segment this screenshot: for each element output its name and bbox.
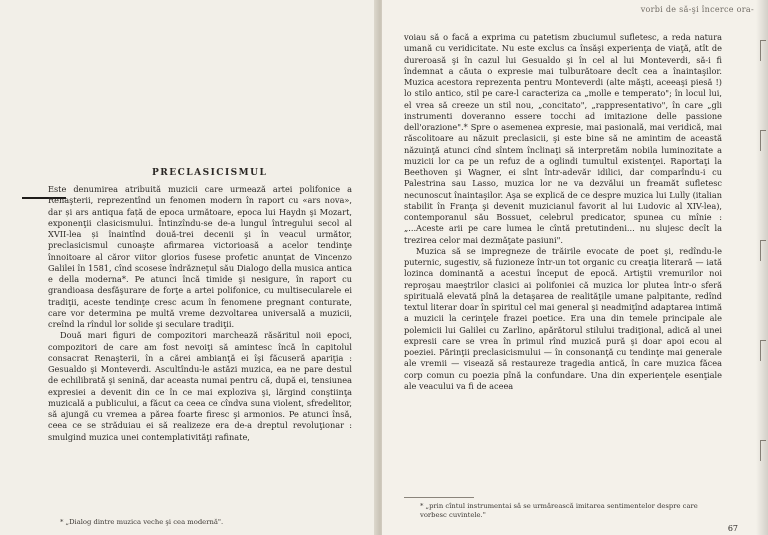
left-paragraph-2: Două mari figuri de compozitori marchează răsăritul noii epoci, compozitori de care am fost nevoiţi să amintesc încă în capitolul consacrat Renaşterii, în a cărei ambianţă ei îşi făcuseră apariţia : Gesualdo şi Monteverdi. Ascultîndu-le astăzi muzica, ea ne pare destul de echilibrată şi senină, dar aceasta numai pentru că, după ei, tensiunea expresiei a devenit din ce în ce mai exploziva şi, lărgind conştiinţa muzicală a publicului, a făcut ca ceea ce cîndva suna violent, sfredelitor, să ajungă cu vremea a părea foarte firesc şi armonios. Pe atunci însă, ceea ce se străduiau ei să realizeze era de-a dreptul revoluţionar : smulgind muzica unei contemplativităţi rafinate, bbox=[48, 330, 352, 442]
left-text-column bbox=[48, 184, 352, 443]
left-footnote: * „Dialog dintre muzica veche şi cea modernă". bbox=[60, 518, 224, 526]
footnote-rule bbox=[404, 497, 474, 498]
right-paragraph-2: Muzica să se impregneze de trăirile evocate de poet şi, redîndu-le puternic, sugestiv, să fuzioneze într-un tot organic cu creaţia literară — iată lozinca dominantă a acestui început de epocă. Artiştii vremurilor noi reproşau maeştrilor clasici ai polifoniei că muzica lor plutea într-o sferă spirituală elevată pînă la detaşarea de realităţile umane palpitante, redînd textul literar doar în spiritul cel mai general şi neadmiţînd adaptarea intimă a muzicii la cerinţele frazei poetice. Era una din temele principale ale polemicii lui Galilei cu Zarlino, apărătorul stilului tradiţional, adică al unei expresii care se vrea în primul rînd muzică pură şi doar apoi ecou al poeziei. Părinţii preclasicismului — în consonanţă cu tendinţe mai generale ale vremii — visează să restaureze tragedia antică, în care muzica făcea corp comun cu poezia pînă la confundare. Una din experienţele esenţiale ale veacului va fi de aceea bbox=[404, 245, 722, 391]
right-paragraph-1: voiau să o facă a exprima cu patetism zbuciumul sufletesc, a reda natura umană cu veridicitate. Nu este exclus ca însăşi experienţa de viaţă, atît de dureroasă şi în cazul lui Gesualdo şi în cel al lui Monteverdi, să-i fi îndemnat a căuta o expresie mai tulburătoare decît cea a înaintaşilor. Muzica acestora reprezenta pentru Monteverdi (alte măşti, aceeaşi piesă !) lo stilo antico, stil pe care-l caracteriza ca „molle e temperato"; în locul lui, el vrea să creeze un stil nou, „concitato", „rappresentativo", în care „gli instrumenti doveranno essere tocchi ad imitazione delle passione dell'orazione".* Spre o asemenea expresie, mai pasională, mai veridică, mai răscolitoare au năzuit preclasicii, şi este bine să ne amintim de această năzuinţă atunci cînd sîntem înclinaţi să interpretăm nobila luminozitate a muzicii lor ca pe un refuz de a oglindi tumultul existenţei. Raportaţi la Beethoven şi Wagner, ei sînt într-adevăr idilici, dar comparîndu-i cu Palestrina sau Lasso, muzica lor ne va dezvălui un freamăt sufletesc necunoscut înaintaşilor. Aşa se explică de ce despre muzica lui Lully (italian stabilit în Franţa şi devenit muzicianul favorit al lui Ludovic al XIV-lea), contemporanul său Bossuet, celebrul predicator, spunea cu mînie : „...Aceste arii pe care lumea le cîntă pretutindeni... nu slujesc decît la trezirea celor mai dezmăţate pasiuni". bbox=[404, 32, 722, 245]
page-number: 67 bbox=[727, 524, 738, 533]
left-paragraph-1: Este denumirea atribuită muzicii care urmează artei polifonice a Renaşterii, reprezentînd un fenomen modern în raport cu «ars nova», dar și ars antiqua față de epoca următoare, epoca lui Haydn şi Mozart, exponenţii clasicismului. Întinzîndu-se de-a lungul întregului secol al XVII-lea și înaintînd două-trei decenii şi în veacul următor, preclasicismul cunoaşte afirmarea victorioasă a acelor tendinţe înnoitoare al căror viitor glorios fusese profetic anunţat de Vincenzo Galilei în 1581, cînd scosese îndrăzneţul său Dialogo della musica antica e della moderna*. Pe atunci încă timide şi nesigure, în raport cu grandioasa desfăşurare de forţe a artei polifonice, cu multisecularele ei tradiţii, aceste tendinţe cresc acum în fenomene pregnant conturate, care vor determina pe multă vreme dezvoltarea universală a muzicii, creînd la rîndul lor solide şi seculare tradiţii. bbox=[48, 184, 352, 329]
scan-edge-shadow bbox=[756, 0, 768, 535]
right-footnote: * „prin cîntul instrumentai să se urmărească imitarea sentimentelor despre care vorbesc cuvintele." bbox=[420, 502, 698, 519]
right-header-bleed: vorbi de să-şi încerce ora- bbox=[640, 5, 754, 14]
right-page bbox=[382, 0, 768, 535]
left-page bbox=[0, 0, 378, 535]
right-text-column bbox=[404, 32, 722, 392]
chapter-title: PRECLASICISMUL bbox=[152, 168, 268, 178]
